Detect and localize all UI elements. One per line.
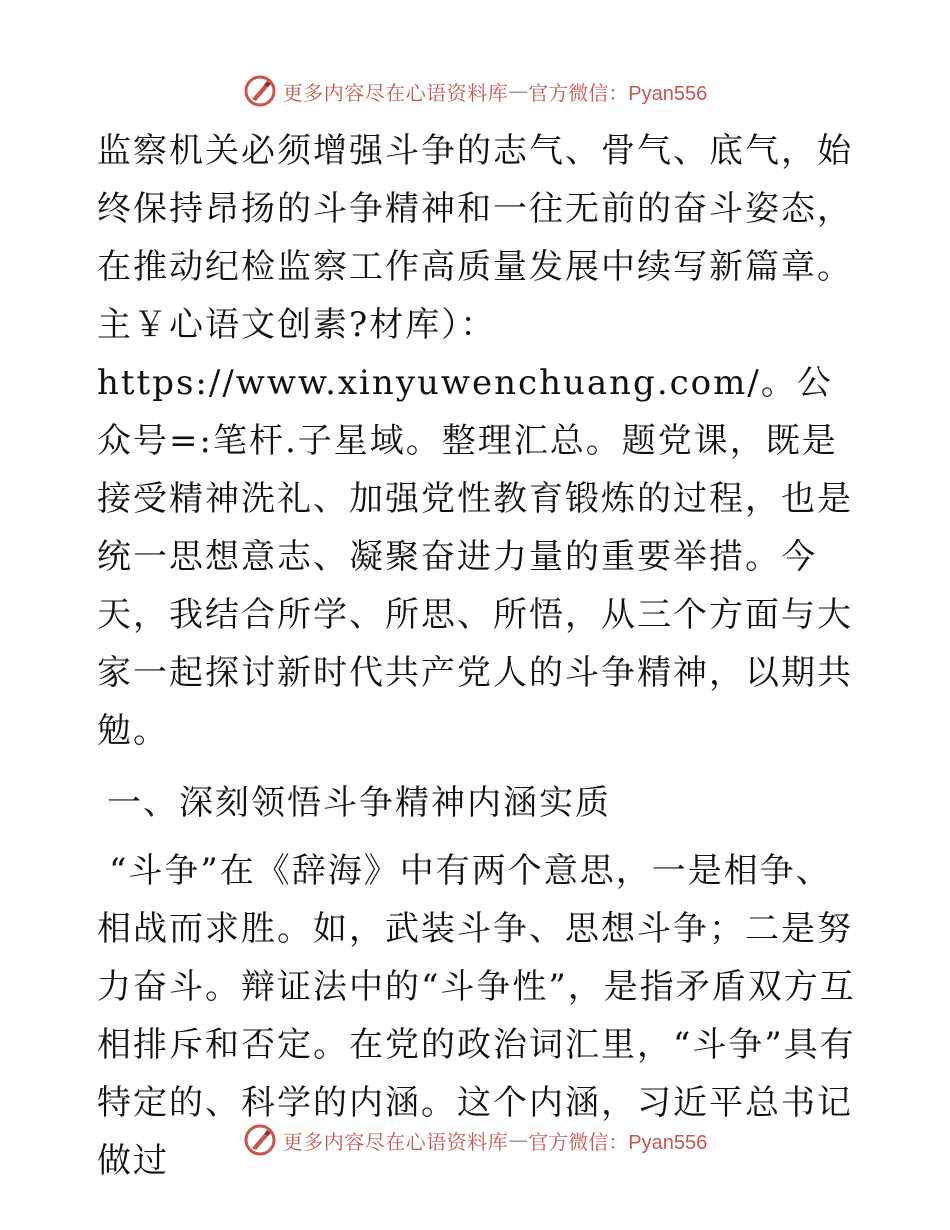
pen-circle-logo-icon xyxy=(243,1123,277,1157)
paragraph-intro: 监察机关必须增强斗争的志气、骨气、底气，始终保持昂扬的斗争精神和一往无前的奋斗姿态，在推动纪检监察工作高质量发展中续写新篇章。主￥心语文创素?材库）：https://www.xinyuwenchuang.com/。公众号=:笔杆.子星域。整理汇总。题党课，既是接受精神洗礼、加强党性教育锻炼的过程，也是统一思想意志、凝聚奋进力量的重要举措。今天，我结合所学、所思、所悟，从三个方面与大家一起探讨新时代共产党人的斗争精神，以期共勉。 xyxy=(97,131,853,751)
banner-contact: 官方微信：Pyan556 xyxy=(528,82,708,105)
section-heading: 一、深刻领悟斗争精神内涵实质 xyxy=(107,783,611,823)
paragraph-body: “斗争”在《辞海》中有两个意思，一是相争、相战而求胜。如，武装斗争、思想斗争；二是努力奋斗。辩证法中的“斗争性”，是指矛盾双方互相排斥和否定。在党的政治词汇里，“斗争”具有特定的、科学的内涵。这个内涵，习近平总书记做过 xyxy=(97,851,856,1181)
footer-watermark-banner xyxy=(0,1120,950,1160)
banner-separator: — xyxy=(508,1128,529,1152)
document-body xyxy=(97,122,857,1190)
banner-text: 更多内容尽在心语资料库 xyxy=(282,1129,509,1154)
header-watermark-banner xyxy=(0,71,950,111)
pen-circle-logo-icon xyxy=(243,74,277,108)
banner-text: 更多内容尽在心语资料库 xyxy=(282,80,509,105)
banner-contact: 官方微信：Pyan556 xyxy=(528,1131,708,1154)
banner-separator: — xyxy=(508,79,529,103)
